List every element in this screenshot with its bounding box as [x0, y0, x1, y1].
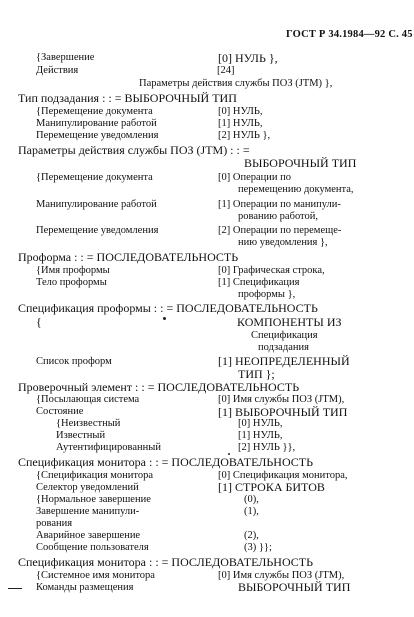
- text-line: [0] Спецификация монитора,: [218, 470, 348, 481]
- text-line: нию уведомления },: [238, 237, 328, 248]
- text-line: {Нормальное завершение: [36, 494, 151, 505]
- text-line: (0),: [244, 494, 259, 505]
- text-line: Параметры действия службы ПОЗ (JTM) },: [139, 78, 333, 89]
- text-line: [2] НУЛЬ },: [218, 130, 271, 141]
- text-line: КОМПОНЕНТЫ ИЗ: [237, 315, 342, 329]
- text-line: (3) }};: [244, 542, 272, 553]
- text-line: {: [36, 315, 42, 329]
- text-line: (1),: [244, 506, 259, 517]
- text-line: [0] Операции по: [218, 172, 291, 183]
- text-line: подзадания: [258, 342, 309, 353]
- text-line: {Имя проформы: [36, 265, 110, 276]
- text-line: {Неизвестный: [56, 418, 121, 429]
- section-heading: Тип подзадания : : = ВЫБОРОЧНЫЙ ТИП: [18, 91, 237, 105]
- text-line: ВЫБОРОЧНЫЙ ТИП: [244, 156, 357, 170]
- text-line: [1] НУЛЬ,: [218, 118, 263, 129]
- text-line: Действия: [36, 65, 79, 76]
- text-line: [2] Операции по перемеще-: [218, 225, 342, 236]
- text-line: Сообщение пользователя: [36, 542, 149, 553]
- text-line: ТИП };: [238, 367, 275, 381]
- text-line: [0] Графическая строка,: [218, 265, 325, 276]
- text-line: Манипулирование работой: [36, 199, 157, 210]
- text-line: [0] Имя службы ПОЗ (JTM),: [218, 394, 345, 405]
- text-line: Аварийное завершение: [36, 530, 141, 541]
- text-line: [1] Операции по манипули-: [218, 199, 341, 210]
- scan-speck: [163, 317, 166, 320]
- text-line: Команды размещения: [36, 582, 134, 593]
- section-heading: Спецификация монитора : : = ПОСЛЕДОВАТЕЛЬНОСТЬ: [18, 555, 314, 569]
- text-line: {Завершение: [36, 52, 95, 63]
- text-line: [24]: [217, 65, 235, 76]
- text-line: [0] НУЛЬ,: [238, 418, 283, 429]
- text-line: Тело проформы: [36, 277, 107, 288]
- text-line: рованию работой,: [238, 211, 318, 222]
- text-line: Перемещение уведомления: [36, 130, 159, 141]
- text-line: [1] НУЛЬ,: [238, 430, 283, 441]
- text-line: Список проформ: [36, 356, 112, 367]
- text-line: проформы },: [238, 289, 296, 300]
- section-heading: Спецификация проформы : : = ПОСЛЕДОВАТЕЛЬНОСТЬ: [18, 301, 318, 315]
- text-line: Завершение манипули-: [36, 506, 140, 517]
- text-line: [1] ВЫБОРОЧНЫЙ ТИП: [218, 405, 348, 419]
- text-line: [0] НУЛЬ },: [218, 51, 278, 65]
- text-line: {Спецификация монитора: [36, 470, 154, 481]
- text-line: Манипулирование работой: [36, 118, 157, 129]
- page-header: ГОСТ Р 34.1984—92 С. 45: [286, 29, 413, 40]
- text-line: Спецификация: [251, 330, 318, 341]
- text-line: [1] Спецификация: [218, 277, 300, 288]
- text-line: [2] НУЛЬ }},: [238, 442, 296, 453]
- section-heading: Параметры действия службы ПОЗ (JTM) : : =: [18, 143, 250, 157]
- text-line: {Перемещение документа: [36, 106, 153, 117]
- section-heading: Спецификация монитора : : = ПОСЛЕДОВАТЕЛЬНОСТЬ: [18, 455, 314, 469]
- text-line: {Системное имя монитора: [36, 570, 155, 581]
- scan-speck: [228, 453, 230, 455]
- text-line: Состояние: [36, 406, 84, 417]
- text-line: {Посылающая система: [36, 394, 140, 405]
- text-line: ВЫБОРОЧНЫЙ ТИП: [238, 580, 351, 594]
- text-line: рования: [36, 518, 73, 529]
- text-line: Селектор уведомлений: [36, 482, 139, 493]
- text-line: [0] Имя службы ПОЗ (JTM),: [218, 570, 345, 581]
- text-line: [1] СТРОКА БИТОВ: [218, 480, 325, 494]
- text-line: Известный: [56, 430, 106, 441]
- text-line: {Перемещение документа: [36, 172, 153, 183]
- text-line: [0] НУЛЬ,: [218, 106, 263, 117]
- section-heading: Проформа : : = ПОСЛЕДОВАТЕЛЬНОСТЬ: [18, 250, 239, 264]
- text-line: Перемещение уведомления: [36, 225, 159, 236]
- text-line: Аутентифицированный: [56, 442, 161, 453]
- text-line: (2),: [244, 530, 259, 541]
- scan-mark: [8, 588, 22, 589]
- section-heading: Проверочный элемент : : = ПОСЛЕДОВАТЕЛЬНОСТЬ: [18, 380, 300, 394]
- text-line: перемещению документа,: [238, 184, 354, 195]
- text-line: [1] НЕОПРЕДЕЛЕННЫЙ: [218, 354, 350, 368]
